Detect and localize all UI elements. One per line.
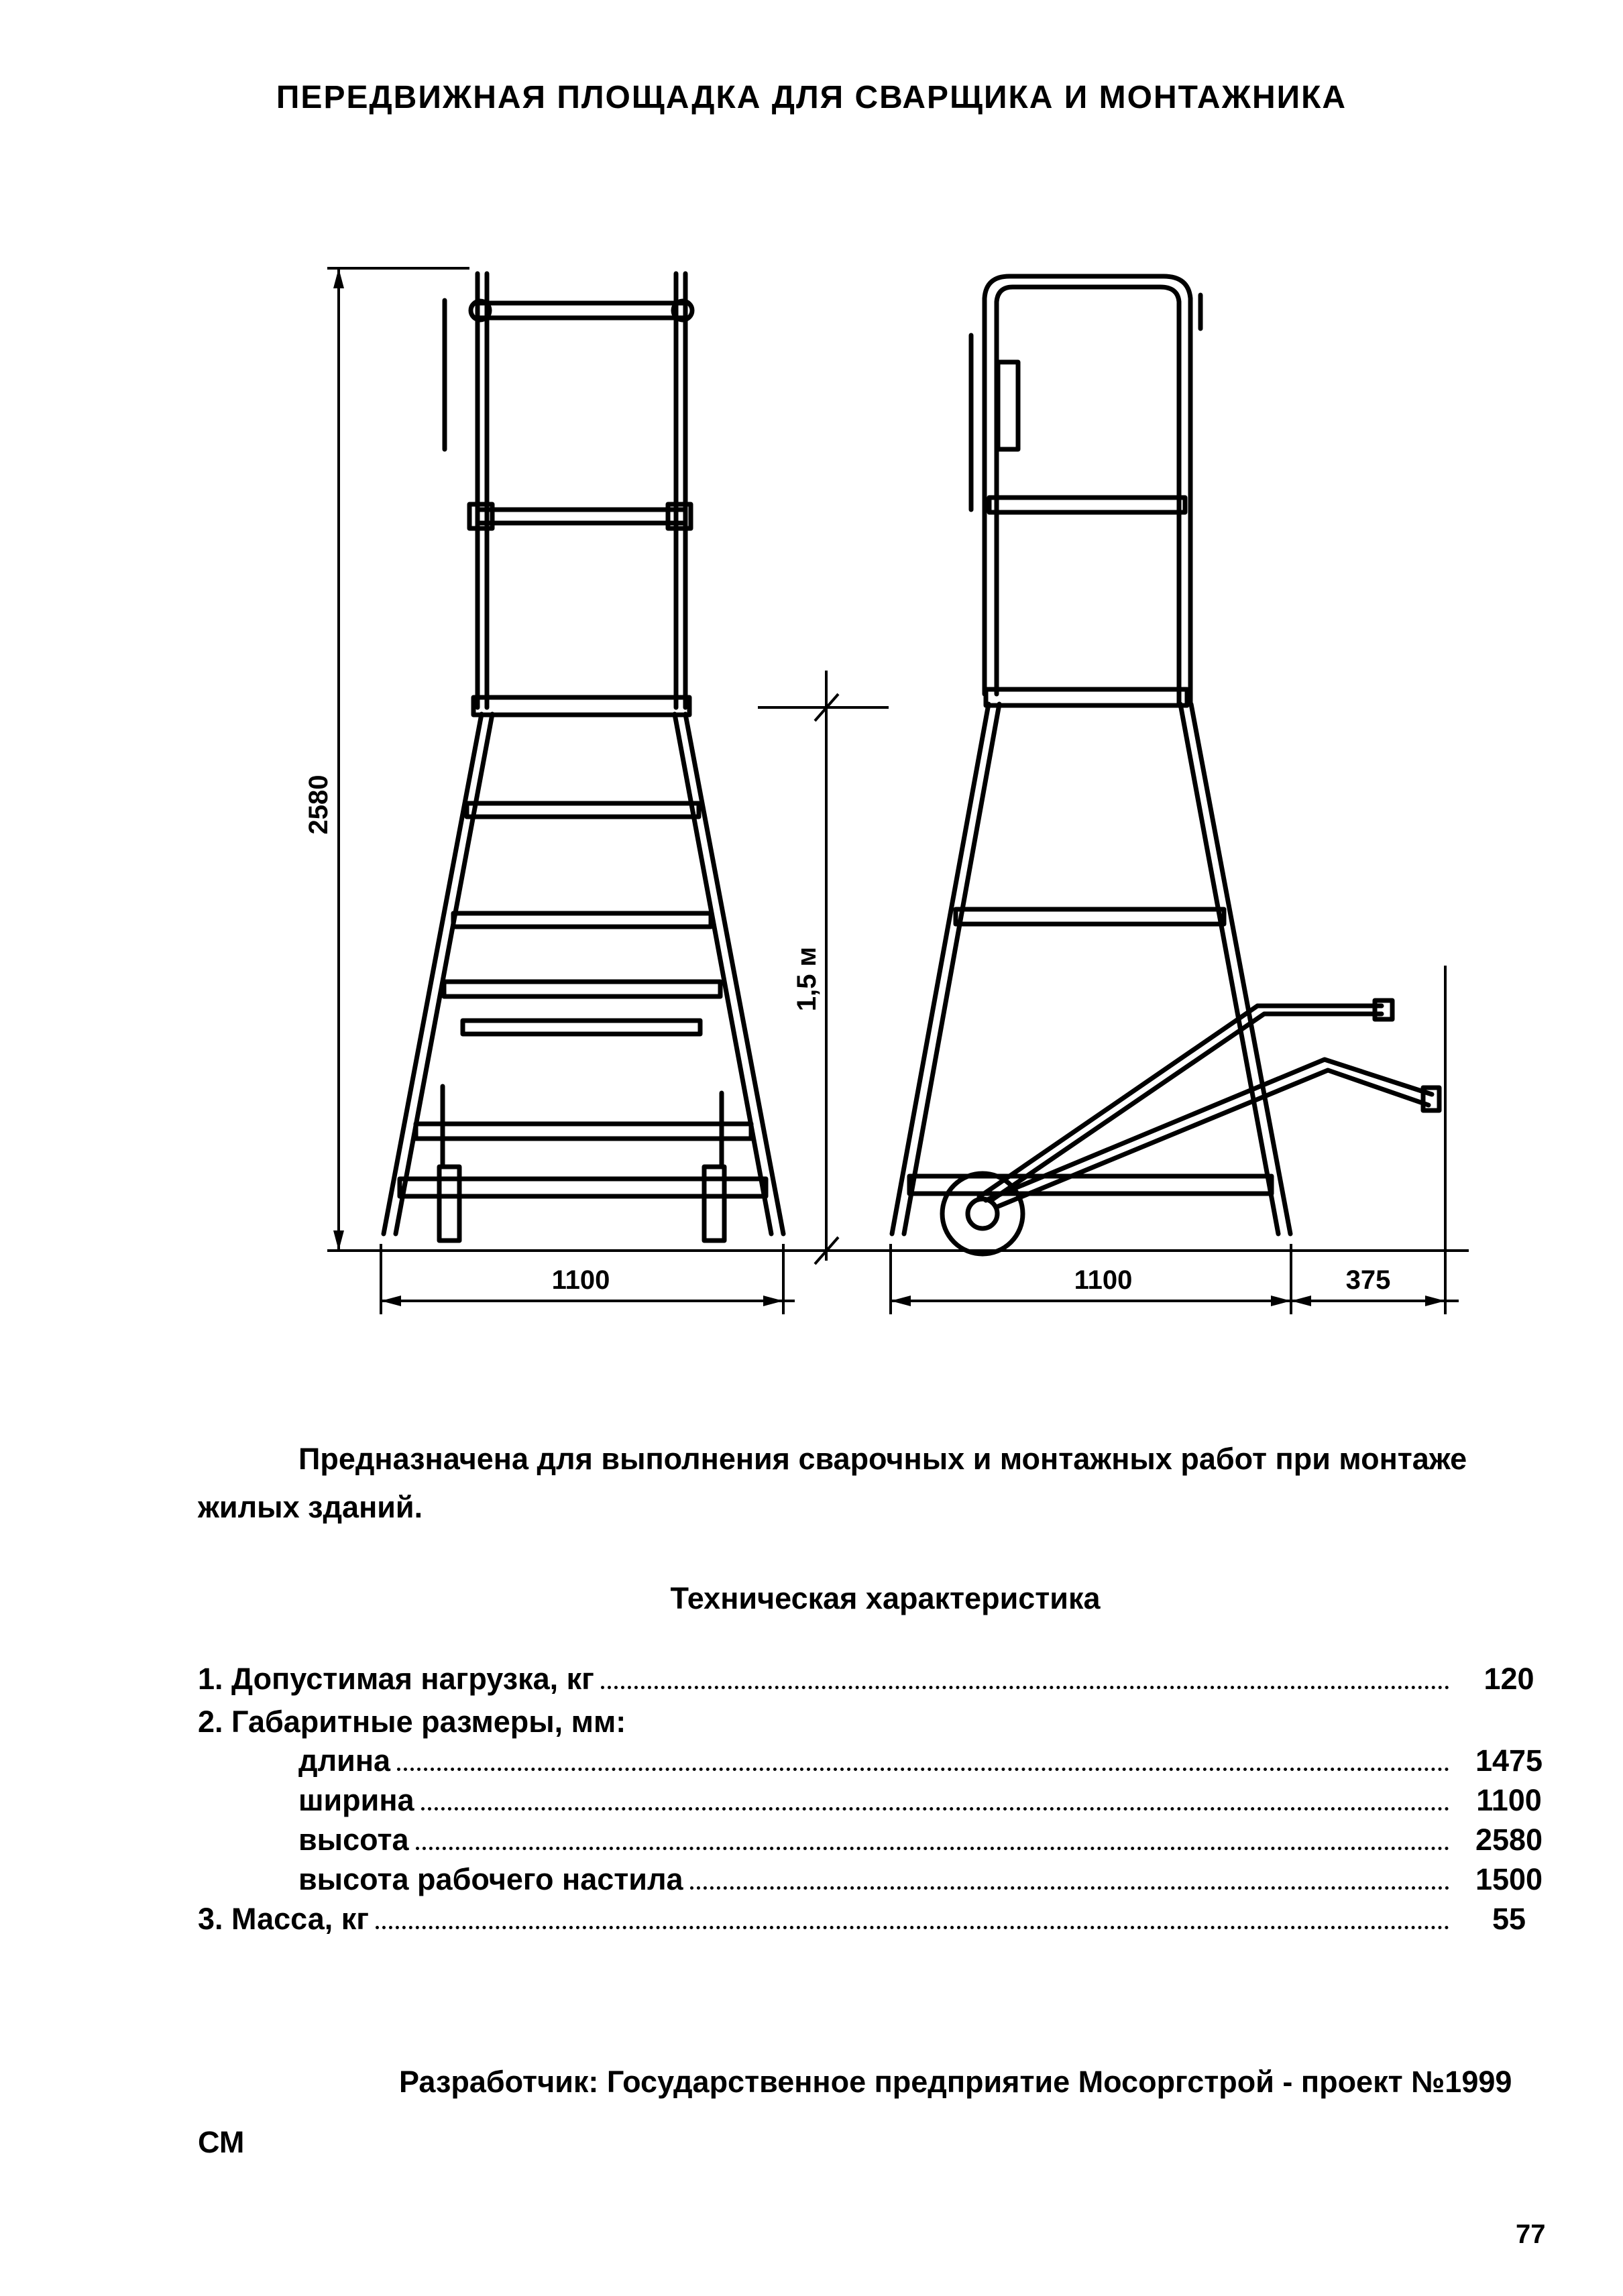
spec-row [198, 1662, 1559, 1705]
dim-width-side-label: 1100 [1074, 1265, 1133, 1295]
page-title: ПЕРЕДВИЖНАЯ ПЛОЩАДКА ДЛЯ СВАРЩИКА И МОНТАЖНИКА [276, 80, 1347, 115]
spec-label: длина [298, 1743, 391, 1778]
page-number: 77 [1516, 2220, 1546, 2249]
spec-value: 55 [1492, 1902, 1526, 1936]
spec-label: высота рабочего настила [298, 1862, 683, 1896]
dim-width-front-label: 1100 [551, 1265, 610, 1295]
spec-label: 2. Габаритные размеры, мм: [198, 1705, 626, 1739]
specs-heading: Техническая характеристика [670, 1581, 1101, 1615]
spec-value: 1500 [1475, 1862, 1543, 1896]
spec-row [198, 1862, 1559, 1905]
dim-wheel-extension-label: 375 [1345, 1265, 1391, 1295]
leader-dots [421, 1807, 1449, 1811]
spec-row [198, 1902, 1559, 1945]
spec-row [198, 1705, 1559, 1747]
spec-value: 1100 [1476, 1783, 1542, 1817]
spec-value: 1475 [1475, 1743, 1543, 1778]
front-view-ladder [384, 274, 783, 1241]
purpose-text: Предназначена для выполнения сварочных и монтажных работ при монтаже жилых зданий. [198, 1442, 1467, 1524]
spec-label: ширина [298, 1783, 414, 1817]
spec-value: 2580 [1475, 1823, 1543, 1857]
spec-label: высота [298, 1823, 409, 1857]
spec-label: 1. Допустимая нагрузка, кг [198, 1662, 594, 1696]
leader-dots [601, 1686, 1449, 1689]
spec-row [198, 1783, 1559, 1826]
dim-height-label: 2580 [304, 774, 333, 835]
side-view-ladder [892, 276, 1439, 1254]
spec-value: 120 [1484, 1662, 1534, 1696]
leader-dots [376, 1926, 1449, 1929]
leader-dots [690, 1886, 1449, 1890]
developer-text: Разработчик: Государственное предприятие Мосоргстрой - проект №1999 СМ [198, 2065, 1512, 2159]
leader-dots [397, 1768, 1449, 1771]
leader-dots [416, 1847, 1449, 1850]
spec-row [198, 1823, 1559, 1866]
spec-row [198, 1743, 1559, 1786]
dim-platform-height-label: 1,5 м [792, 946, 822, 1012]
spec-label: 3. Масса, кг [198, 1902, 369, 1936]
